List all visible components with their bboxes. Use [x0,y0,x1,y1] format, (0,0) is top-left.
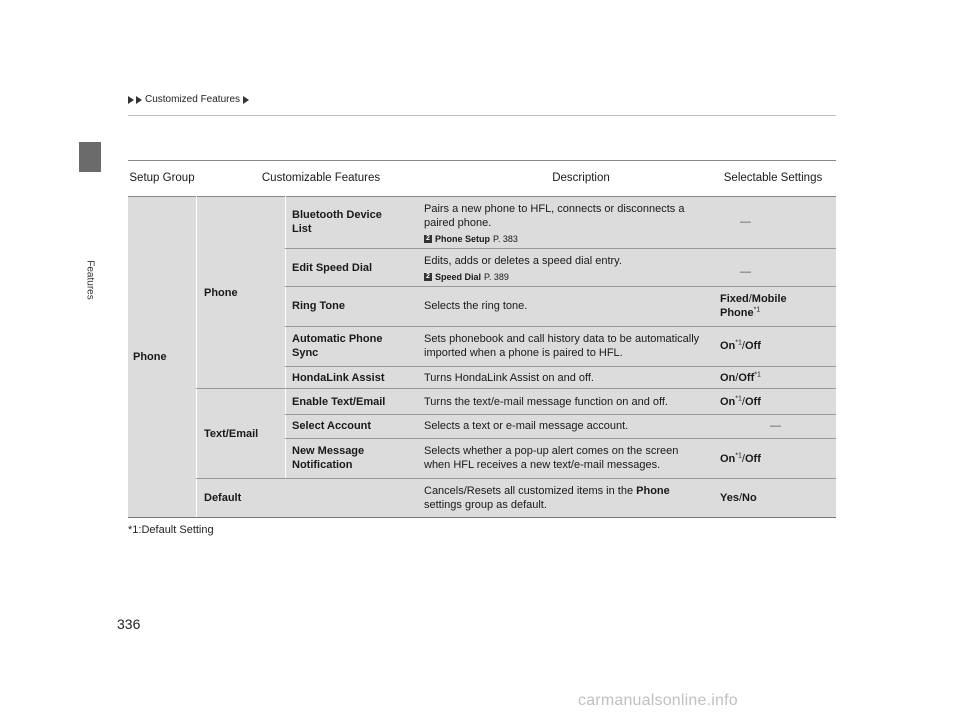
page-reference: 2 Phone Setup P. 383 [424,232,706,246]
header-rule [128,115,836,116]
table-row-setting: On/Off$^{*1}$ [720,371,761,384]
table-row-setting: Yes/No [720,492,757,504]
chevron-right-icon [128,96,134,104]
table-row-item: New Message Notification [292,445,365,471]
table-row-item: Ring Tone [292,300,345,312]
table-row-item: Automatic Phone Sync [292,333,383,359]
subgroup-text-email: Text/Email [204,428,259,440]
table-row-item: HondaLink Assist [292,372,385,384]
table-row-setting: On$^{*1}$/Off [720,452,761,465]
table-header-rule [128,196,836,197]
chevron-right-icon [136,96,142,104]
table-row-setting: — [740,216,751,228]
table-row-description: Turns HondaLink Assist on and off. [424,372,594,384]
table-row-setting: On$^{*1}$/Off [720,395,761,408]
header-setup-group: Setup Group [129,172,195,184]
header-description: Description [552,172,610,184]
section-label: Features [84,260,96,300]
table-row-item: Select Account [292,420,372,432]
header-customizable-features: Customizable Features [261,172,381,184]
table-row-description: Selects whether a pop-up alert comes on the screen when HFL receives a new text/e-mail messages. [424,445,679,471]
footnote: *1:Default Setting [128,524,214,536]
table-row-setting: On$^{*1}$/Off [720,339,761,352]
reference-arrow-icon: 2 [424,235,432,243]
table-row-item: Enable Text/Email [292,396,386,408]
watermark: carmanualsonline.info [578,692,738,709]
table-row-description: Cancels/Resets all customized items in the Phone settings group as default. [424,485,670,511]
table-row-description: Selects the ring tone. [424,300,528,312]
table-row-description: Pairs a new phone to HFL, connects or disconnects a paired phone. 2 Phone Setup P. 383 [424,202,706,246]
table-row-setting: — [740,266,751,278]
table-row-item: Default [204,492,242,504]
table-row-setting: — [770,420,781,432]
setup-group-phone: Phone [133,351,167,363]
table-row-description: Selects a text or e-mail message account. [424,420,629,432]
breadcrumb [128,94,249,105]
table-row-item: Edit Speed Dial [292,262,373,274]
subgroup-phone: Phone [204,287,238,299]
page-reference: 2 Speed Dial P. 389 [424,270,706,284]
table-row-item: Bluetooth Device List [292,209,382,235]
chevron-right-icon [243,96,249,104]
section-tab-marker [79,142,101,172]
table-row-description: Sets phonebook and call history data to be automatically imported when a phone is paired to HFL. [424,333,700,359]
table-row-description: Edits, adds or deletes a speed dial entry. 2 Speed Dial P. 389 [424,254,706,284]
table-row-description: Turns the text/e-mail message function on and off. [424,396,668,408]
table-row-setting: Fixed/Mobile Phone$^{*1}$ [720,293,787,319]
page-number: 336 [117,616,141,632]
header-selectable-settings: Selectable Settings [723,172,823,184]
breadcrumb-label: Customized Features [145,94,241,105]
reference-arrow-icon: 2 [424,273,432,281]
